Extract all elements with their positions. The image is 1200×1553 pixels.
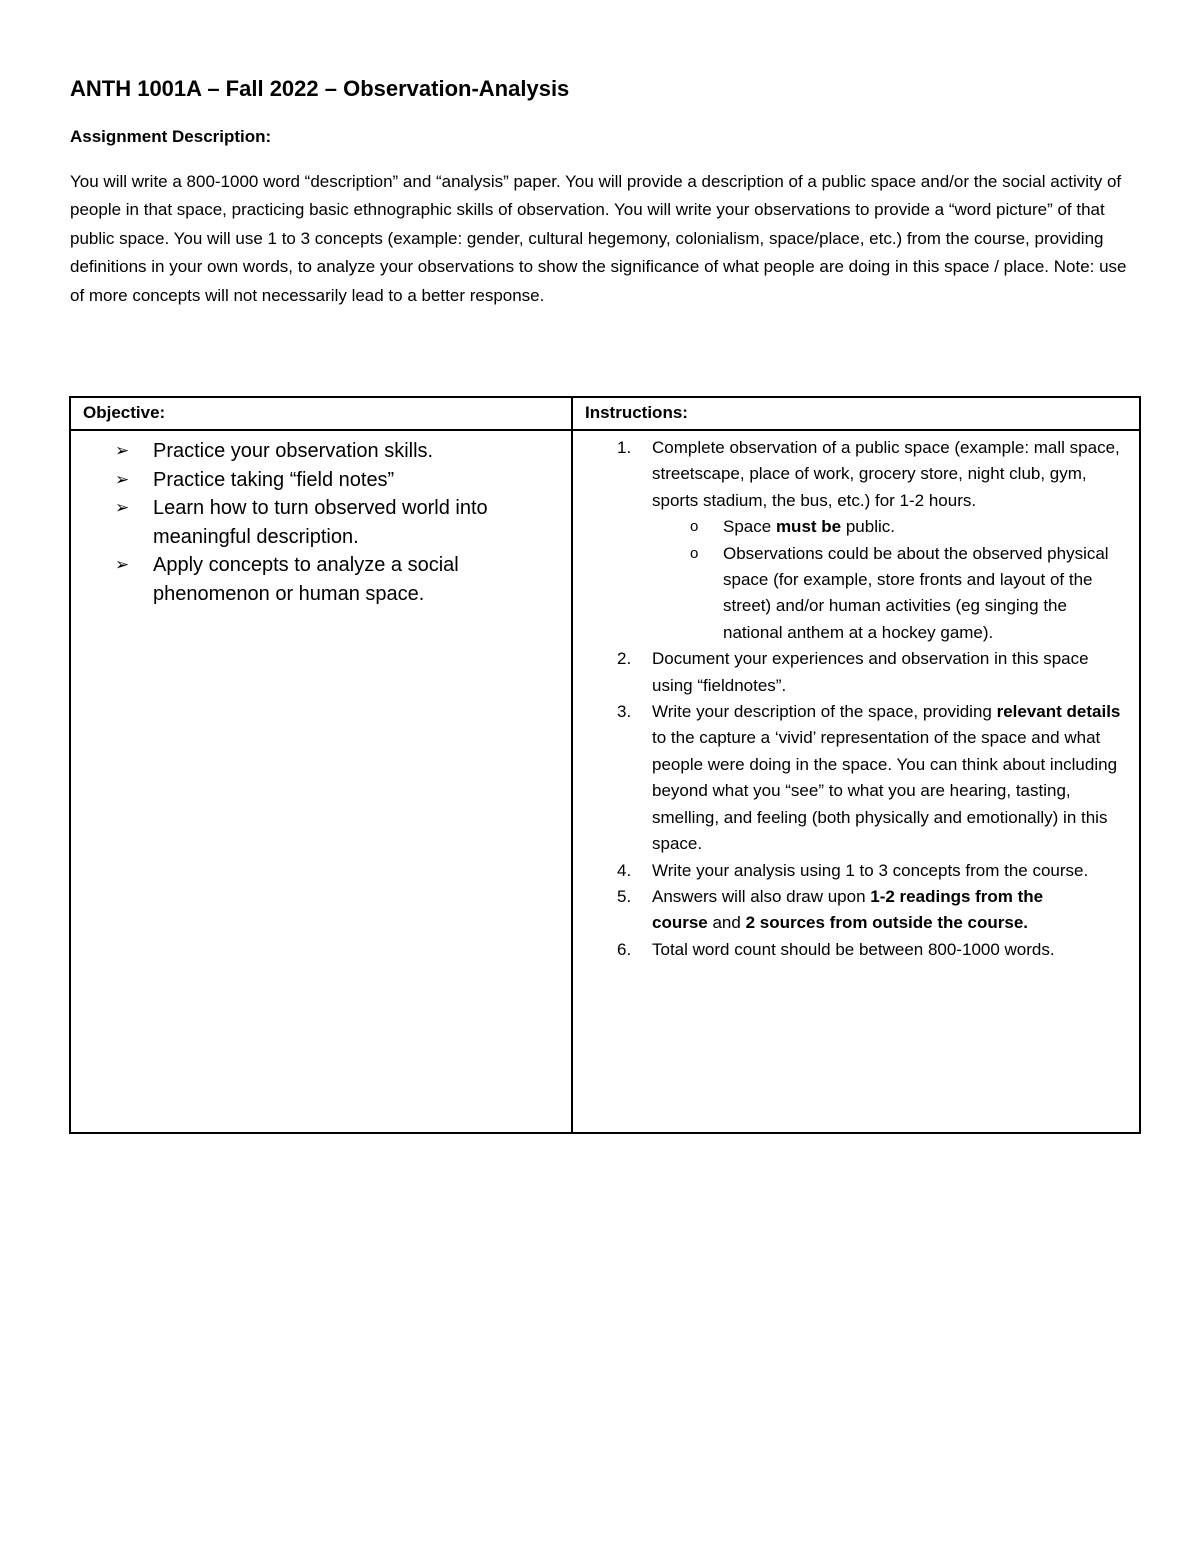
- arrow-bullet-icon: ➢: [115, 469, 130, 489]
- page-title: ANTH 1001A – Fall 2022 – Observation-Analysis: [70, 76, 570, 101]
- arrow-bullet-icon: ➢: [115, 555, 130, 574]
- instruction-item: 5. Answers will also draw upon 1-2 readings from the course and 2 sources from outside the course.: [573, 884, 1139, 937]
- table-header-row: [70, 397, 1140, 430]
- assignment-table: [69, 396, 1141, 1134]
- objective-item: ➢ Learn how to turn observed world into meaningful description.: [71, 494, 571, 551]
- instruction-item: 2. Document your experiences and observation in this space using “fieldnotes”.: [573, 646, 1139, 699]
- table-body-row: [70, 430, 1140, 1133]
- sub-item: o Observations could be about the observed physical space (for example, store fronts and layout of the street) and/or human activities (eg singing the national anthem at a hockey game).: [652, 541, 1131, 647]
- item-number: 3.: [617, 702, 632, 722]
- instructions-header: Instructions:: [572, 397, 1140, 430]
- objective-item: ➢ Practice taking “field notes”: [71, 466, 571, 495]
- arrow-bullet-icon: ➢: [115, 498, 130, 517]
- section-heading: Assignment Description:: [70, 127, 272, 146]
- item-number: 4.: [617, 860, 632, 880]
- instruction-item: 1. Complete observation of a public space (example: mall space, streetscape, place of work, grocery store, night club, gym, sports stadium, the bus, etc.) for 1-2 hours. o Space must be public. o Observations could be about the observed physical space (for example, store fronts and layout of the street) and/or human activities (eg singing the national anthem at a hockey game).: [573, 435, 1139, 646]
- objective-header: Objective:: [70, 397, 572, 430]
- circle-bullet-icon: o: [690, 518, 699, 536]
- instructions-list: [573, 435, 1139, 963]
- circle-bullet-icon: o: [690, 544, 699, 562]
- item-number: 6.: [617, 939, 632, 959]
- instruction-sublist: [652, 514, 1131, 646]
- instruction-item: 3. Write your description of the space, providing relevant details to the capture a ‘vivid’ representation of the space and what people were doing in the space. You can think about including beyond what you “see” to what you are hearing, tasting, smelling, and feeling (both physically and emotionally) in this space.: [573, 699, 1139, 857]
- item-number: 2.: [617, 649, 632, 669]
- item-number: 5.: [617, 886, 632, 906]
- objectives-list: [71, 437, 571, 608]
- sub-item: o Space must be public.: [652, 514, 1131, 540]
- item-number: 1.: [617, 438, 632, 457]
- objective-item: ➢ Practice your observation skills.: [71, 437, 571, 466]
- arrow-bullet-icon: ➢: [115, 441, 130, 460]
- objective-item: ➢ Apply concepts to analyze a social phenomenon or human space.: [71, 551, 571, 608]
- assignment-description: You will write a 800-1000 word “description” and “analysis” paper. You will provide a description of a public space and/or the social activity of people in that space, practicing basic ethnographic skills of observation. You will write your observations to provide a “word picture” of that public space. You will use 1 to 3 concepts (example: gender, cultural hegemony, colonialism, space/place, etc.) from the course, providing definitions in your own words, to analyze your observations to show the significance of what people are doing in this space / place. Note: use of more concepts will not necessarily lead to a better response.: [70, 172, 1127, 305]
- instructions-cell: [572, 430, 1140, 1133]
- objectives-cell: [70, 430, 572, 1133]
- instruction-item: 6. Total word count should be between 800-1000 words.: [573, 937, 1139, 963]
- instruction-item: 4. Write your analysis using 1 to 3 concepts from the course.: [573, 858, 1139, 884]
